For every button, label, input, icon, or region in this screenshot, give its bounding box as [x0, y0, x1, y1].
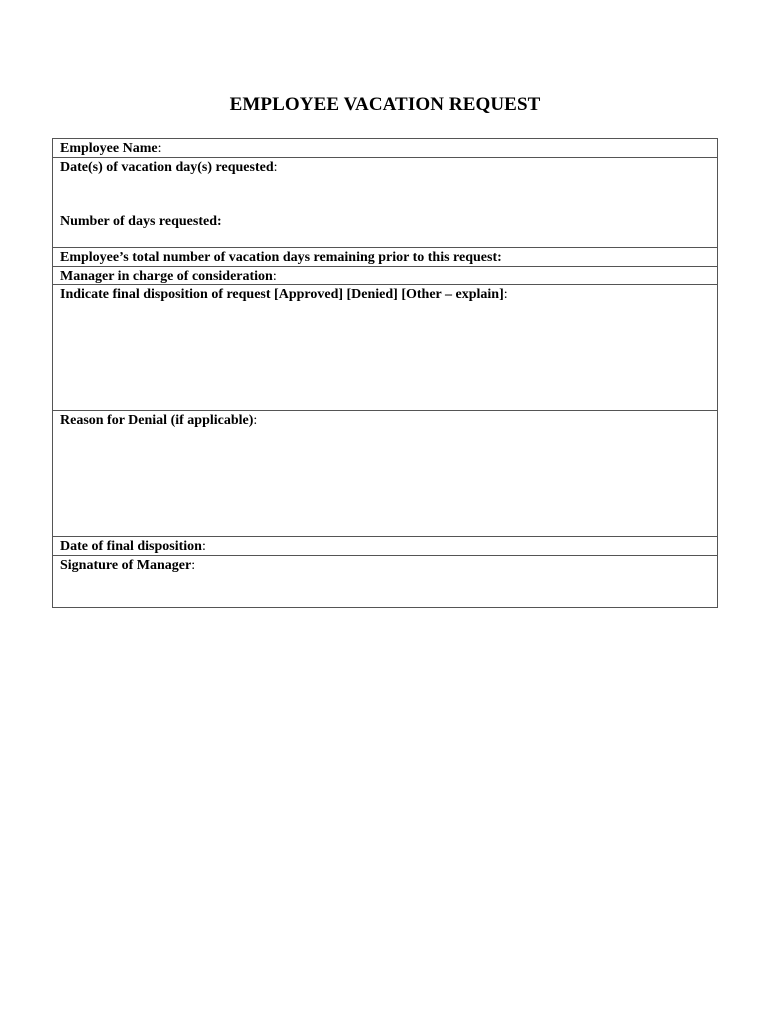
reason-for-denial-field[interactable]	[53, 410, 717, 536]
final-disposition-label: Indicate final disposition of request [Approved] [Denied] [Other – explain]	[60, 287, 504, 302]
number-of-days-label: Number of days requested:	[60, 214, 222, 229]
vacation-dates-label: Date(s) of vacation day(s) requested	[60, 160, 274, 175]
page-title: EMPLOYEE VACATION REQUEST	[229, 94, 541, 115]
vacation-request-form	[52, 138, 718, 608]
colon: :	[272, 269, 277, 284]
colon: :	[273, 160, 278, 175]
manager-signature-label: Signature of Manager	[60, 558, 192, 573]
employee-name-field[interactable]	[53, 139, 717, 157]
days-remaining-label: Employee’s total number of vacation days remaining prior to this request:	[60, 250, 502, 265]
employee-name-label: Employee Name	[60, 141, 158, 156]
manager-signature-field[interactable]	[53, 555, 717, 607]
colon: :	[157, 141, 162, 156]
manager-field[interactable]	[53, 266, 717, 284]
final-disposition-field[interactable]	[53, 284, 717, 410]
days-remaining-field[interactable]	[53, 247, 717, 266]
colon: :	[253, 413, 258, 428]
reason-for-denial-label: Reason for Denial (if applicable)	[60, 413, 254, 428]
vacation-dates-field[interactable]	[53, 157, 717, 247]
colon: :	[191, 558, 196, 573]
colon: :	[201, 539, 206, 554]
date-of-final-disposition-label: Date of final disposition	[60, 539, 202, 554]
manager-label: Manager in charge of consideration	[60, 269, 273, 284]
date-of-final-disposition-field[interactable]	[53, 536, 717, 555]
colon: :	[503, 287, 508, 302]
